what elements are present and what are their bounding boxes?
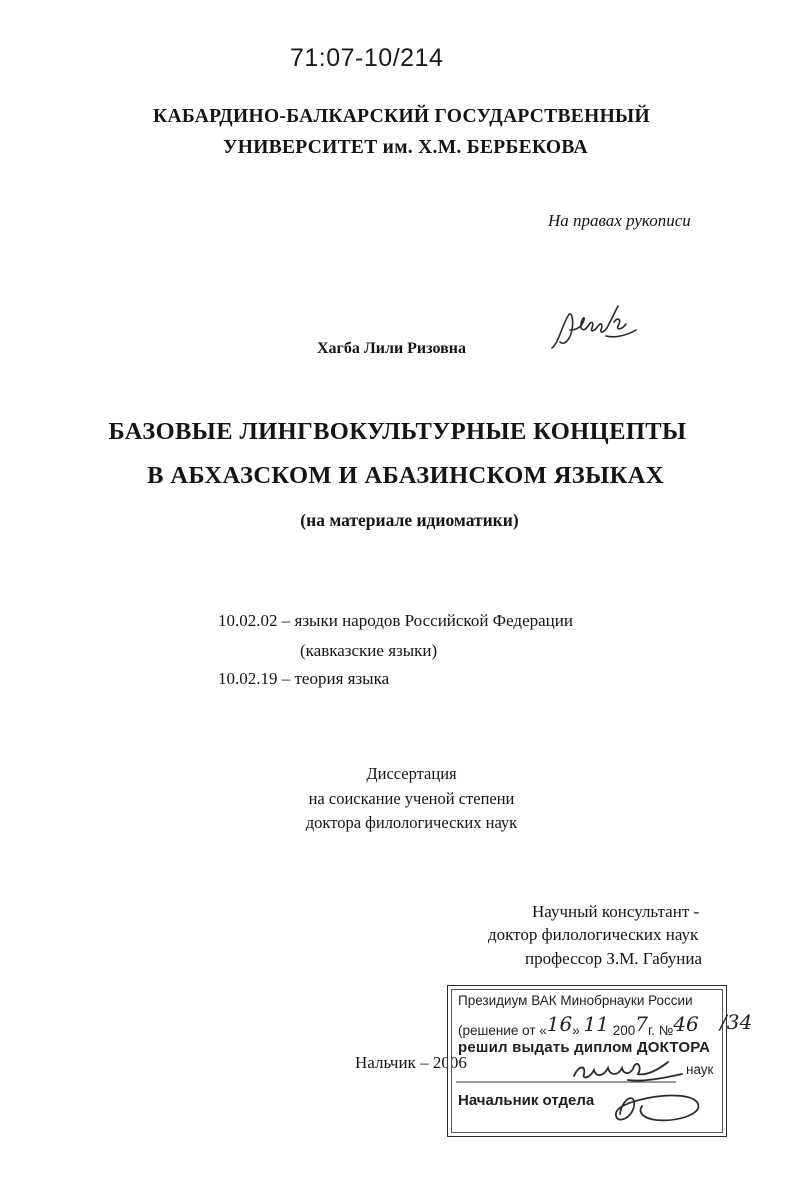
stamp-number-handwritten: 46 (673, 1012, 699, 1036)
stamp-line3: решил выдать диплом ДОКТОРА (458, 1039, 711, 1056)
specialty-1: 10.02.02 – языки народов Российской Федерации (218, 611, 573, 630)
stamp-month-handwritten: 11 (583, 1012, 609, 1036)
stamp-line5: Начальник отдела (458, 1092, 595, 1109)
author-name: Хагба Лили Ризовна (317, 340, 466, 357)
stamp-line4-suffix: наук (686, 1062, 714, 1077)
manuscript-rights-note: На правах рукописи (548, 211, 691, 230)
consultant-line3: профессор З.М. Габуниа (525, 949, 702, 968)
stamp-number-label: г. № (647, 1023, 674, 1038)
title-subtitle: (на материале идиоматики) (300, 510, 519, 530)
stamp-line1: Президиум ВАК Минобрнауки России (458, 993, 693, 1008)
stamp-handwritten-specialty (568, 1056, 686, 1086)
title-line2: В АБХАЗСКОМ И АБАЗИНСКОМ ЯЗЫКАХ (147, 462, 664, 489)
consultant-line1: Научный консультант - (532, 902, 700, 921)
city-year: Нальчик – 2006 (355, 1053, 467, 1072)
consultant-line2: доктор филологических наук (488, 925, 699, 944)
dissertation-line3: доктора филологических наук (305, 813, 518, 832)
university-name-line2: УНИВЕРСИТЕТ им. Х.М. БЕРБЕКОВА (223, 137, 588, 158)
stamp-quote-close: » (572, 1023, 580, 1038)
stamp-year-prefix: 200 (612, 1023, 636, 1038)
stamp-day-handwritten: 16 (546, 1012, 573, 1036)
specialty-1-note: (кавказские языки) (300, 641, 438, 660)
vak-approval-stamp (447, 985, 727, 1137)
dissertation-line2: на соискание ученой степени (308, 789, 515, 808)
stamp-decision-prefix: (решение от « (458, 1023, 547, 1038)
author-signature (548, 296, 640, 358)
stamp-number-suffix-handwritten: /34 (720, 1010, 753, 1034)
university-name-line1: КАБАРДИНО-БАЛКАРСКИЙ ГОСУДАРСТВЕННЫЙ (153, 106, 650, 127)
dissertation-line1: Диссертация (366, 764, 457, 783)
stamp-line2 (458, 1012, 699, 1040)
title-line1: БАЗОВЫЕ ЛИНГВОКУЛЬТУРНЫЕ КОНЦЕПТЫ (108, 418, 687, 445)
archive-code: 71:07-10/214 (290, 44, 444, 72)
stamp-head-signature (608, 1084, 704, 1130)
specialty-2: 10.02.19 – теория языка (218, 669, 390, 688)
stamp-year-handwritten: 7 (635, 1012, 648, 1036)
